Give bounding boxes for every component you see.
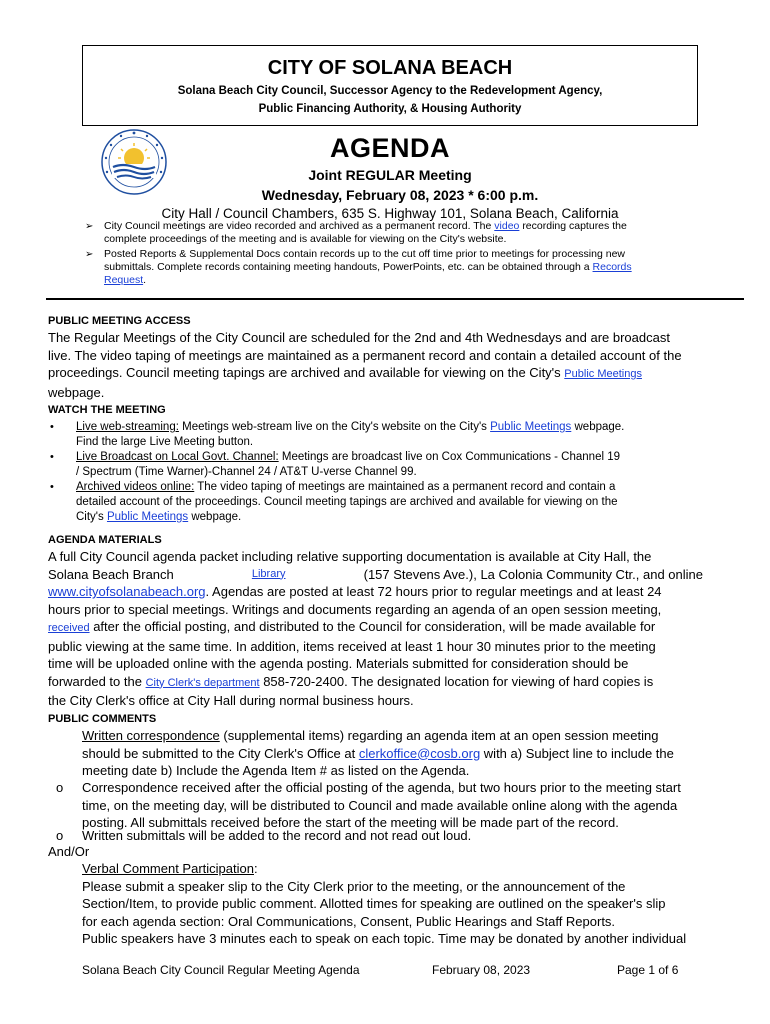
verbal-comment-text: Verbal Comment Participation: Please submit a speaker slip to the City Clerk prior to the meeting, or the announcement of the Section/Item, to provide public comment. Allotted times for speaking are outlined on the speaker's slip for each agenda section: Oral Communications, Consent, Public Hearings and Staff Reports. Public speakers have 3 minutes each to speak on each topic. Time may be donated by another individual xyxy=(82,861,687,946)
city-title: CITY OF SOLANA BEACH xyxy=(267,57,513,79)
public-meeting-access-heading: PUBLIC MEETING ACCESS xyxy=(48,315,191,327)
and-or-label: And/Or xyxy=(48,844,90,859)
city-clerk-link[interactable]: City Clerk's department xyxy=(145,676,260,689)
arrow-bullet-icon: ➢ xyxy=(85,249,94,260)
bullet-dot-icon: • xyxy=(50,451,54,463)
list-item: • Live web-streaming: Meetings web-stream live on the City's website on the City's Public Meetings webpage. Find the large Live Meeting button. xyxy=(50,421,625,448)
agenda-materials-heading: AGENDA MATERIALS xyxy=(48,534,162,546)
video-link[interactable]: video xyxy=(494,220,520,232)
public-meeting-access-text: The Regular Meetings of the City Council are scheduled for the 2nd and 4th Wednesdays and are broadcast live. The video taping of meetings are maintained as a permanent record and contain a detailed account of the proceedings. Council meeting tapings are archived and available for viewing on the City's Public Meetings webpage. xyxy=(48,330,682,400)
clerk-email-link[interactable]: clerkoffice@cosb.org xyxy=(358,745,481,761)
watch-meeting-list xyxy=(48,420,708,525)
written-correspondence-text: Written correspondence (supplemental items) regarding an agenda item at an open session meeting should be submitted to the City Clerk's Office at clerkoffice@cosb.org with a) Subject line to include the meeting date b) Include the Agenda Item # as listed on the Agenda. xyxy=(82,728,674,778)
received-link[interactable]: received xyxy=(48,622,90,634)
list-item: • Archived videos online: The video taping of meetings are maintained as a permanent record and contain a detailed account of the proceedings. Council meeting tapings are archived and available for viewing on the City's Public Meetings webpage. xyxy=(50,481,618,523)
meeting-location: City Hall / Council Chambers, 635 S. Highway 101, Solana Beach, California xyxy=(161,206,619,221)
bullet-dot-icon: • xyxy=(50,481,54,493)
city-seal-logo xyxy=(100,128,168,196)
records-request-link-cont[interactable]: Request xyxy=(104,274,144,286)
header-subtitle-line1: Solana Beach City Council, Successor Agency to the Redevelopment Agency, xyxy=(177,85,603,97)
agenda-materials-text: A full City Council agenda packet including relative supporting documentation is available at City Hall, the Solana Beach Branch Library (157 Stevens Ave.), La Colonia Community Ctr., and online www.cityofsolanabeach.org. Agendas are posted at least 72 hours prior to regular meetings and at least 24 hours prior to special meetings. Writings and documents regarding an agenda of an open session meeting, received after the official posting, and distributed to the Council for consideration, will be made available for public viewing at the same time. In addition, items received at least 1 hour 30 minutes prior to the meeting time will be uploaded online with the agenda posting. Materials submitted for consideration should be forwarded to the City Clerk's department 858-720-2400. The designated location for viewing of hard copies is the City Clerk's office at City Hall during normal business hours. xyxy=(48,549,703,708)
watch-meeting-heading: WATCH THE MEETING xyxy=(48,404,166,416)
public-meetings-link[interactable]: Public Meetings xyxy=(564,368,642,380)
footer-title: Solana Beach City Council Regular Meeting Agenda xyxy=(82,963,360,977)
meeting-type: Joint REGULAR Meeting xyxy=(308,167,472,183)
city-website-link[interactable]: www.cityofsolanabeach.org xyxy=(48,584,206,599)
meeting-datetime: Wednesday, February 08, 2023 * 6:00 p.m. xyxy=(261,187,539,203)
public-meetings-link-2[interactable]: Public Meetings xyxy=(490,421,572,433)
records-request-link[interactable]: Records xyxy=(592,261,632,273)
circle-bullet-icon: o xyxy=(56,780,64,795)
section-divider xyxy=(46,298,744,300)
list-item: • Live Broadcast on Local Govt. Channel: Meetings are broadcast live on Cox Communications - Channel 19 / Spectrum (Time Warner)-Channel 24 / AT&T U-verse Channel 99. xyxy=(50,451,621,478)
public-meetings-link-3[interactable]: Public Meetings xyxy=(106,511,189,523)
arrow-bullet-icon: ➢ xyxy=(85,221,94,232)
footer-date: February 08, 2023 xyxy=(432,963,531,977)
agenda-heading: AGENDA xyxy=(329,133,450,163)
circle-bullet-icon: o xyxy=(56,828,64,843)
note-reports: Posted Reports & Supplemental Docs contain records up to the cut off time prior to meetings for processing new submittals. Complete records containing meeting handouts, PowerPoints, etc. can be obtained through a Records Request. xyxy=(104,248,632,286)
header-subtitle-line2: Public Financing Authority, & Housing Authority xyxy=(258,103,522,115)
written-submittals-item: Written submittals will be added to the record and not read out loud. xyxy=(82,828,472,843)
public-comments-heading: PUBLIC COMMENTS xyxy=(48,713,157,725)
note-video: City Council meetings are video recorded and archived as a permanent record. The video recording captures the complete proceedings of the meeting and is available for viewing on the City's website. xyxy=(104,220,627,245)
bullet-dot-icon: • xyxy=(50,421,54,433)
library-link[interactable]: Library xyxy=(251,567,286,580)
correspondence-item: Correspondence received after the official posting of the agenda, but two hours prior to the meeting start time, on the meeting day, will be distributed to Council and made available online along with the agenda posting. All submittals received before the start of the meeting will be made part of the record. xyxy=(82,780,681,830)
footer-page-number: Page 1 of 6 xyxy=(617,963,679,977)
